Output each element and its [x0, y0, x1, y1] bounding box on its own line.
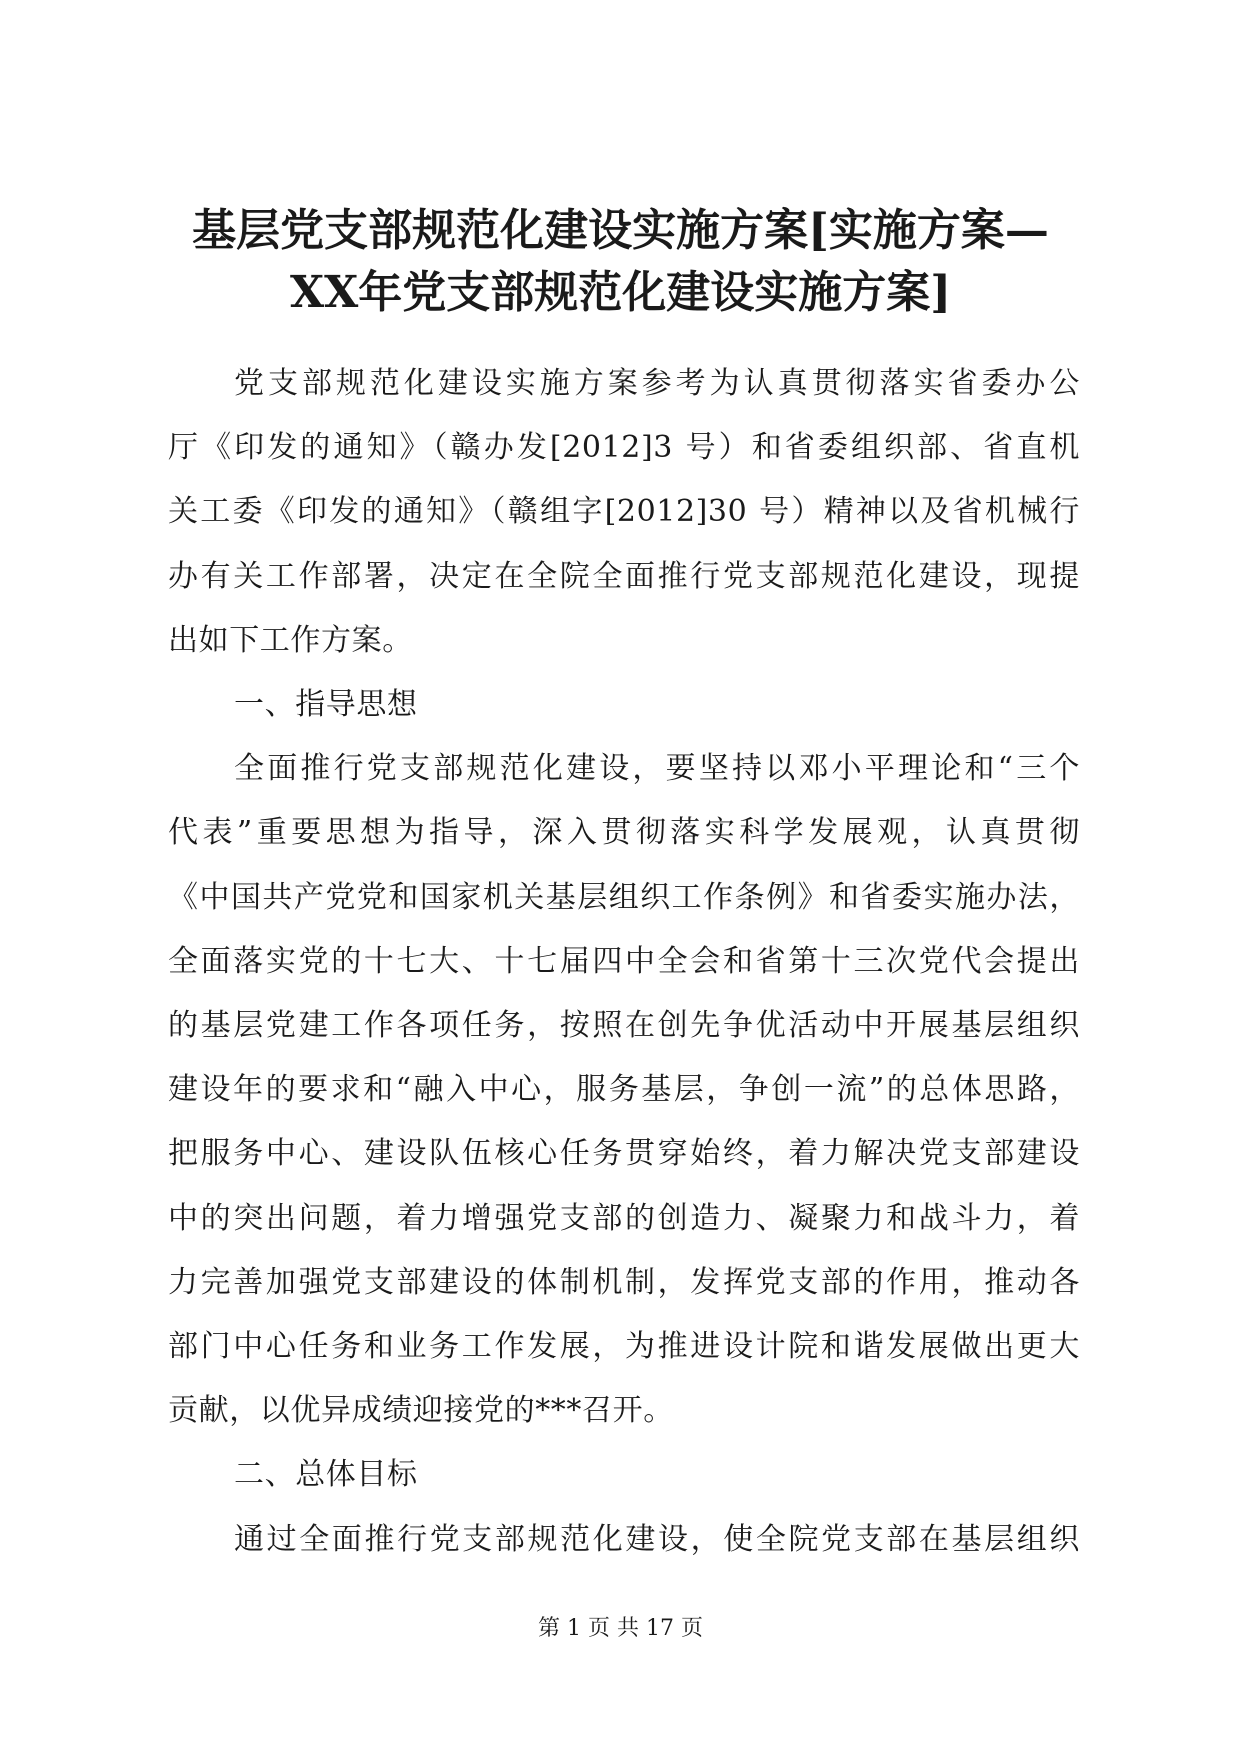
- text-line: 《中国共产党党和国家机关基层组织工作条例》和省委实施办法，: [168, 879, 1080, 915]
- text-line: 党支部规范化建设实施方案参考为认真贯彻落实省委办公: [234, 366, 1080, 401]
- text-line: 办有关工作部署，决定在全院全面推行党支部规范化建设，现提: [168, 558, 1080, 594]
- heading-text: 一、指导思想: [234, 687, 418, 723]
- document-body: [168, 352, 1080, 1572]
- text-line: 把服务中心、建设队伍核心任务贯穿始终，着力解决党支部建设: [168, 1136, 1080, 1172]
- title-line-1: 基层党支部规范化建设实施方案[实施方案—: [192, 205, 1049, 256]
- text-line: 建设年的要求和“融入中心，服务基层，争创一流”的总体思路，: [168, 1072, 1080, 1108]
- text-line: 的基层党建工作各项任务，按照在创先争优活动中开展基层组织: [168, 1008, 1080, 1044]
- document-title: [150, 200, 1091, 324]
- text-line: 出如下工作方案。: [168, 622, 413, 658]
- text-line: 通过全面推行党支部规范化建设，使全院党支部在基层组织: [234, 1521, 1080, 1557]
- page-footer: 第 1 页 共 17 页: [538, 1616, 703, 1641]
- section-heading-guiding-ideology: [168, 673, 1080, 737]
- text-line: 部门中心任务和业务工作发展，为推进设计院和谐发展做出更大: [168, 1329, 1080, 1365]
- title-line-2: XX年党支部规范化建设实施方案]: [289, 267, 952, 318]
- heading-text: 二、总体目标: [234, 1457, 418, 1493]
- text-line: 全面落实党的十七大、十七届四中全会和省第十三次党代会提出: [168, 943, 1080, 979]
- text-line: 力完善加强党支部建设的体制机制，发挥党支部的作用，推动各: [168, 1264, 1080, 1300]
- section-heading-overall-goal: [168, 1443, 1080, 1507]
- text-line: 关工委《印发的通知》（赣组字[2012]30 号）精神以及省机械行: [168, 494, 1080, 530]
- text-line: 贡献，以优异成绩迎接党的***召开。: [168, 1393, 674, 1429]
- paragraph-intro: [168, 352, 1080, 673]
- text-line: 全面推行党支部规范化建设，要坚持以邓小平理论和“三个: [234, 751, 1080, 787]
- text-line: 厅《印发的通知》（赣办发[2012]3 号）和省委组织部、省直机: [168, 430, 1080, 466]
- paragraph-guiding-ideology: [168, 737, 1080, 1443]
- text-line: 代表”重要思想为指导，深入贯彻落实科学发展观，认真贯彻: [168, 815, 1080, 851]
- paragraph-overall-goal: [168, 1508, 1080, 1572]
- text-line: 中的突出问题，着力增强党支部的创造力、凝聚力和战斗力，着: [168, 1200, 1080, 1236]
